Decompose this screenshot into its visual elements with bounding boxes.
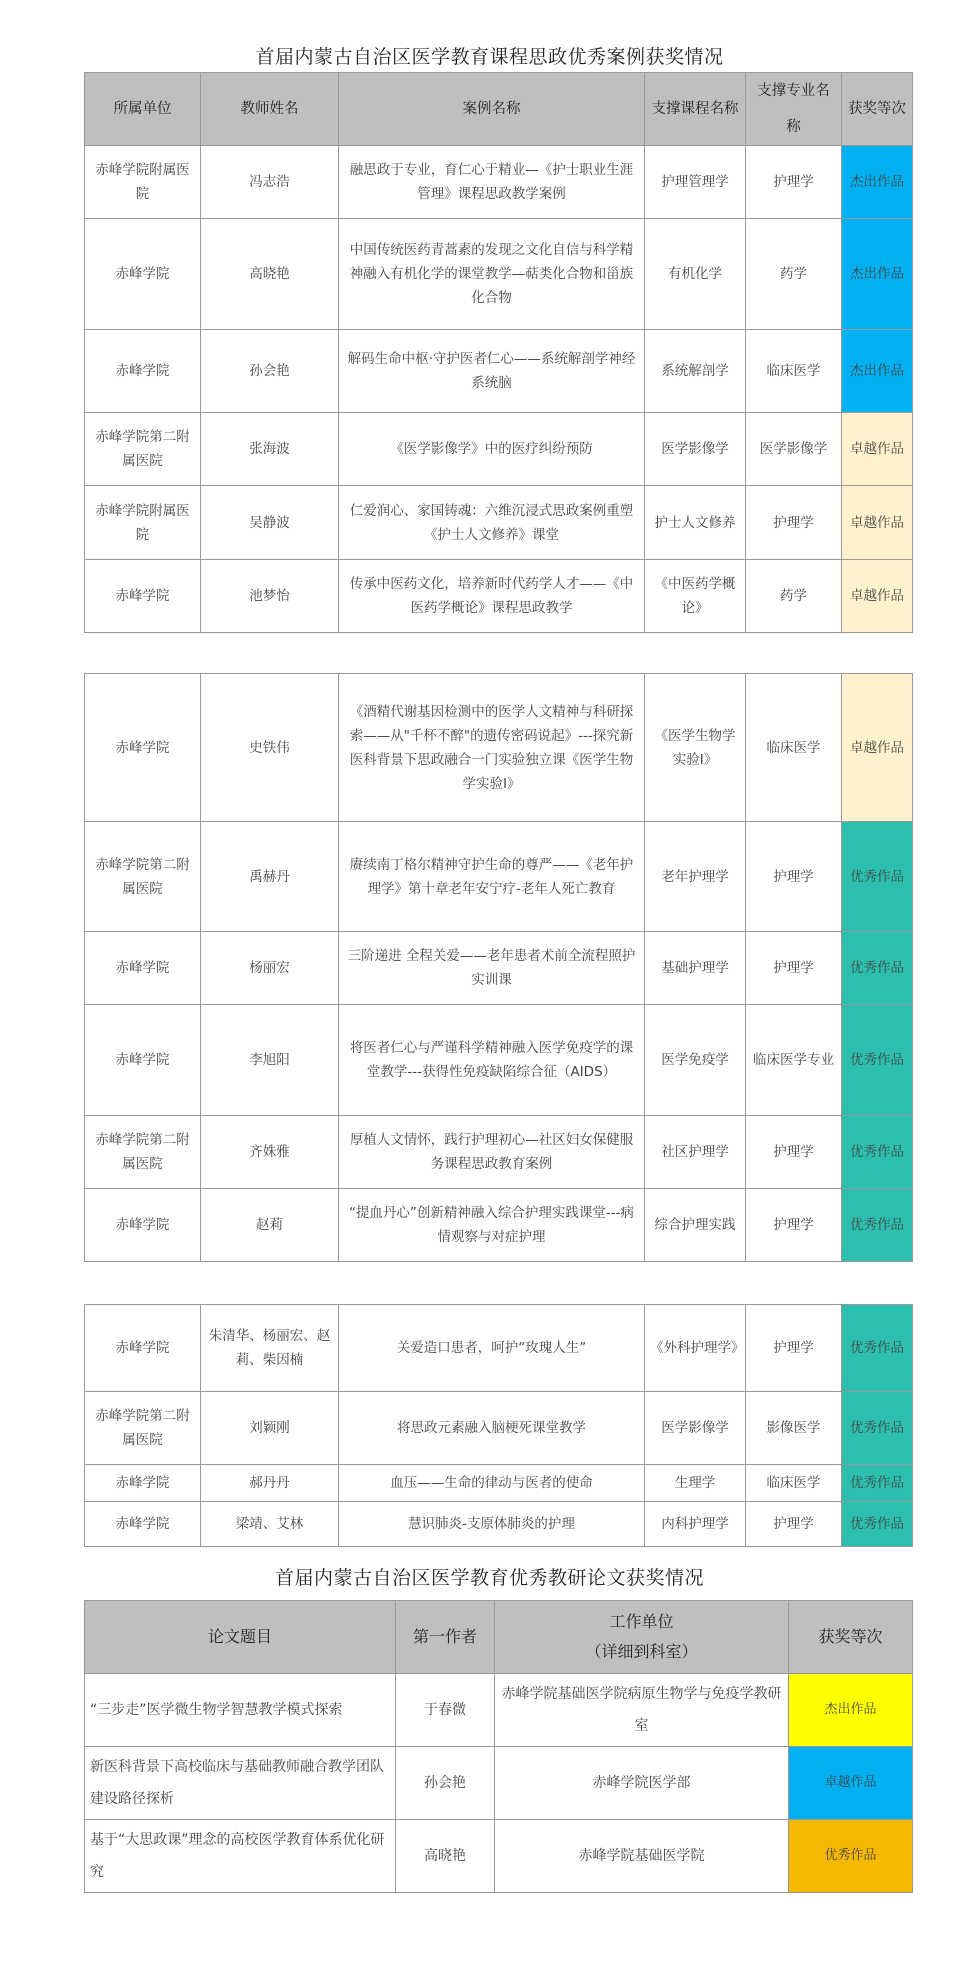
cell-author: 高晓艳 [396, 1820, 495, 1893]
table-row [85, 1747, 913, 1820]
cell-paper-title: “三步走”医学微生物学智慧教学模式探索 [85, 1674, 396, 1747]
award-badge: 优秀作品 [842, 1392, 913, 1465]
cell-work-unit: 赤峰学院基础医学院 [495, 1820, 789, 1893]
table-row [85, 413, 913, 486]
cell-paper-title: 基于“大思政课”理念的高校医学教育体系优化研究 [85, 1820, 396, 1893]
cell-unit: 赤峰学院第二附属医院 [85, 1116, 201, 1189]
cell-major: 护理学 [746, 932, 842, 1005]
table-row [85, 1116, 913, 1189]
table-row [85, 486, 913, 560]
cell-paper-title: 新医科背景下高校临床与基础教师融合教学团队建设路径探析 [85, 1747, 396, 1820]
award-badge: 优秀作品 [842, 1189, 913, 1262]
cell-major: 临床医学专业 [746, 1005, 842, 1116]
award-badge: 优秀作品 [842, 932, 913, 1005]
cell-case: 关爱造口患者，呵护“玫瑰人生” [339, 1305, 645, 1392]
table-row [85, 1392, 913, 1465]
cell-major: 护理学 [746, 1189, 842, 1262]
cell-course: 护理管理学 [645, 146, 746, 219]
award-badge: 卓越作品 [789, 1747, 913, 1820]
award-badge: 优秀作品 [842, 1502, 913, 1547]
page-title-cases: 首届内蒙古自治区医学教育课程思政优秀案例获奖情况 [255, 46, 724, 68]
cell-unit: 赤峰学院附属医院 [85, 146, 201, 219]
header-teacher: 教师姓名 [201, 73, 339, 146]
cell-unit: 赤峰学院第二附属医院 [85, 413, 201, 486]
cell-work-unit: 赤峰学院医学部 [495, 1747, 789, 1820]
cell-teacher: 孙会艳 [201, 330, 339, 413]
cell-major: 护理学 [746, 1305, 842, 1392]
award-badge: 优秀作品 [842, 1465, 913, 1502]
award-badge: 杰出作品 [842, 330, 913, 413]
cell-teacher: 郝丹丹 [201, 1465, 339, 1502]
cell-course: 老年护理学 [645, 822, 746, 932]
cell-course: 《医学生物学实验Ⅰ》 [645, 674, 746, 822]
cell-author: 孙会艳 [396, 1747, 495, 1820]
cell-unit: 赤峰学院 [85, 932, 201, 1005]
cell-case: 《医学影像学》中的医疗纠纷预防 [339, 413, 645, 486]
cell-unit: 赤峰学院 [85, 330, 201, 413]
cell-unit: 赤峰学院第二附属医院 [85, 822, 201, 932]
table-row [85, 1189, 913, 1262]
cell-teacher: 朱清华、杨丽宏、赵莉、柴因楠 [201, 1305, 339, 1392]
award-badge: 卓越作品 [842, 413, 913, 486]
cell-teacher: 池梦怡 [201, 560, 339, 633]
cell-unit: 赤峰学院 [85, 1189, 201, 1262]
cell-major: 药学 [746, 219, 842, 330]
cell-case: 传承中医药文化，培养新时代药学人才——《中医药学概论》课程思政教学 [339, 560, 645, 633]
table-row [85, 1502, 913, 1547]
cell-teacher: 赵莉 [201, 1189, 339, 1262]
award-badge: 杰出作品 [842, 219, 913, 330]
cell-teacher: 刘颖刚 [201, 1392, 339, 1465]
cell-course: 护士人文修养 [645, 486, 746, 560]
cell-major: 临床医学 [746, 1465, 842, 1502]
cell-course: 基础护理学 [645, 932, 746, 1005]
cell-case: 三阶递进 全程关爱——老年患者术前全流程照护实训课 [339, 932, 645, 1005]
header-work-unit [495, 1601, 789, 1674]
cell-course: 医学影像学 [645, 413, 746, 486]
cell-case: 解码生命中枢·守护医者仁心——系统解剖学神经系统脑 [339, 330, 645, 413]
page-title-papers: 首届内蒙古自治区医学教育优秀教研论文获奖情况 [274, 1567, 704, 1589]
cell-course: 有机化学 [645, 219, 746, 330]
cell-case: 融思政于专业，育仁心于精业—《护士职业生涯管理》课程思政教学案例 [339, 146, 645, 219]
award-badge: 优秀作品 [842, 822, 913, 932]
cell-unit: 赤峰学院附属医院 [85, 486, 201, 560]
cell-course: 医学免疫学 [645, 1005, 746, 1116]
header-major: 支撑专业名称 [746, 73, 842, 146]
papers-table [84, 1600, 913, 1893]
cases-table-part1 [84, 72, 913, 633]
cell-teacher: 杨丽宏 [201, 932, 339, 1005]
header-course: 支撑课程名称 [645, 73, 746, 146]
table-row [85, 1674, 913, 1747]
cell-case: “提血丹心”创新精神融入综合护理实践课堂---病情观察与对症护理 [339, 1189, 645, 1262]
table-row [85, 1305, 913, 1392]
header-first-author: 第一作者 [396, 1601, 495, 1674]
header-award: 获奖等次 [842, 73, 913, 146]
cell-teacher: 齐姝雅 [201, 1116, 339, 1189]
cell-teacher: 吴静波 [201, 486, 339, 560]
table-row [85, 146, 913, 219]
cell-major: 影像医学 [746, 1392, 842, 1465]
header-paper-award: 获奖等次 [789, 1601, 913, 1674]
cell-teacher: 禹赫丹 [201, 822, 339, 932]
papers-header-row [85, 1601, 913, 1674]
header-work-unit-line2: （详细到科室） [585, 1642, 698, 1661]
table-row [85, 1005, 913, 1116]
cell-major: 护理学 [746, 822, 842, 932]
cell-course: 医学影像学 [645, 1392, 746, 1465]
cell-course: 综合护理实践 [645, 1189, 746, 1262]
cell-case: 将医者仁心与严谨科学精神融入医学免疫学的课堂教学---获得性免疫缺陷综合征（AIDS） [339, 1005, 645, 1116]
cell-author: 于春微 [396, 1674, 495, 1747]
header-case: 案例名称 [339, 73, 645, 146]
award-badge: 卓越作品 [842, 674, 913, 822]
table-row [85, 560, 913, 633]
cell-course: 《外科护理学》 [645, 1305, 746, 1392]
cell-course: 生理学 [645, 1465, 746, 1502]
header-work-unit-line1: 工作单位 [609, 1612, 674, 1631]
cell-unit: 赤峰学院 [85, 1465, 201, 1502]
cell-unit: 赤峰学院 [85, 674, 201, 822]
cell-case: 赓续南丁格尔精神守护生命的尊严——《老年护理学》第十章老年安宁疗-老年人死亡教育 [339, 822, 645, 932]
table-row [85, 932, 913, 1005]
table-row [85, 822, 913, 932]
table-row [85, 1820, 913, 1893]
cases-table-part3 [84, 1304, 913, 1547]
header-unit: 所属单位 [85, 73, 201, 146]
cell-case: 《酒精代谢基因检测中的医学人文精神与科研探索——从"千杯不醉"的遗传密码说起》---探究新医科背景下思政融合一门实验独立课《医学生物学实验Ⅰ》 [339, 674, 645, 822]
award-badge: 优秀作品 [789, 1820, 913, 1893]
cell-case: 仁爱润心、家国铸魂：六维沉浸式思政案例重塑《护士人文修养》课堂 [339, 486, 645, 560]
cell-case: 将思政元素融入脑梗死课堂教学 [339, 1392, 645, 1465]
cell-unit: 赤峰学院 [85, 560, 201, 633]
cell-major: 护理学 [746, 486, 842, 560]
cases-table-part2 [84, 673, 913, 1262]
cell-major: 临床医学 [746, 674, 842, 822]
cell-case: 中国传统医药青蒿素的发现之文化自信与科学精神融入有机化学的课堂教学—萜类化合物和甾族化合物 [339, 219, 645, 330]
award-badge: 杰出作品 [842, 146, 913, 219]
cell-major: 药学 [746, 560, 842, 633]
cell-unit: 赤峰学院第二附属医院 [85, 1392, 201, 1465]
cell-course: 社区护理学 [645, 1116, 746, 1189]
cell-major: 临床医学 [746, 330, 842, 413]
cell-course: 《中医药学概论》 [645, 560, 746, 633]
cell-teacher: 高晓艳 [201, 219, 339, 330]
cell-teacher: 梁靖、艾林 [201, 1502, 339, 1547]
cell-case: 厚植人文情怀，践行护理初心—社区妇女保健服务课程思政教育案例 [339, 1116, 645, 1189]
cell-course: 内科护理学 [645, 1502, 746, 1547]
award-badge: 杰出作品 [789, 1674, 913, 1747]
cell-unit: 赤峰学院 [85, 1305, 201, 1392]
award-badge: 优秀作品 [842, 1116, 913, 1189]
table-row [85, 219, 913, 330]
header-paper-title: 论文题目 [85, 1601, 396, 1674]
award-badge: 优秀作品 [842, 1305, 913, 1392]
table-row [85, 674, 913, 822]
table-row [85, 1465, 913, 1502]
award-badge: 卓越作品 [842, 486, 913, 560]
cell-unit: 赤峰学院 [85, 1005, 201, 1116]
cases-header-row [85, 73, 913, 146]
table-row [85, 330, 913, 413]
cell-major: 医学影像学 [746, 413, 842, 486]
cell-major: 护理学 [746, 146, 842, 219]
cell-work-unit: 赤峰学院基础医学院病原生物学与免疫学教研室 [495, 1674, 789, 1747]
cell-case: 慧识肺炎-支原体肺炎的护理 [339, 1502, 645, 1547]
cell-case: 血压——生命的律动与医者的使命 [339, 1465, 645, 1502]
cell-teacher: 李旭阳 [201, 1005, 339, 1116]
cell-unit: 赤峰学院 [85, 1502, 201, 1547]
award-badge: 优秀作品 [842, 1005, 913, 1116]
award-badge: 卓越作品 [842, 560, 913, 633]
cell-major: 护理学 [746, 1502, 842, 1547]
cell-teacher: 史铁伟 [201, 674, 339, 822]
cell-teacher: 张海波 [201, 413, 339, 486]
cell-major: 护理学 [746, 1116, 842, 1189]
cell-course: 系统解剖学 [645, 330, 746, 413]
cell-unit: 赤峰学院 [85, 219, 201, 330]
cell-teacher: 冯志浩 [201, 146, 339, 219]
